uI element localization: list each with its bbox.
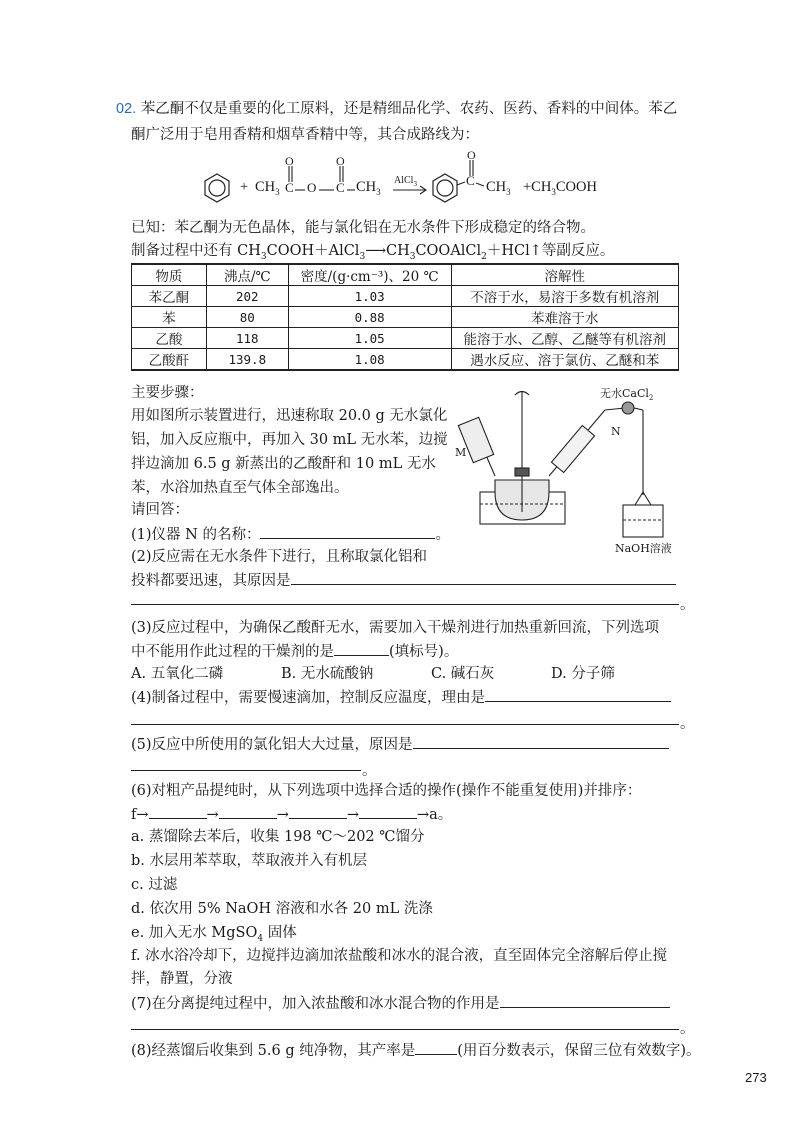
question-intro-line2: 酮广泛用于皂用香精和烟草香精中等，其合成路线为： <box>131 127 479 143</box>
table-cell: 1.03 <box>288 286 451 307</box>
catalyst-label: AlCl$_3$ <box>394 175 417 188</box>
table-cell: 遇水反应、溶于氯仿、乙醚和苯 <box>451 349 678 371</box>
table-header: 沸点/℃ <box>206 264 288 286</box>
byproduct-acetic-acid: $+CH_3COOH$ <box>523 179 597 197</box>
side-reaction-line: 制备过程中还有 $CH_3COOH+AlCl_3⟶CH_3COOAlCl_2+HCl↑$等副反应。 <box>131 243 615 262</box>
answer-line-q5[interactable] <box>131 770 361 771</box>
table-cell: 1.05 <box>288 328 451 349</box>
product-c-atom: C <box>466 173 475 188</box>
table-header: 密度/(g·cm⁻³)、20 ℃ <box>288 264 451 286</box>
table-cell: 乙酸 <box>132 328 207 349</box>
stopper <box>515 468 529 476</box>
c-atom-2: C <box>336 180 345 195</box>
label-m: M <box>455 446 467 459</box>
table-cell: 能溶于水、乙醇、乙醚等有机溶剂 <box>451 328 678 349</box>
ch3-group: $CH_3$ <box>255 179 280 197</box>
q8: (8)经蒸馏后收集到 5.6 g 纯净物，其产率是 (用百分数表示，保留三位有效数字)。 <box>131 1040 701 1061</box>
steps-line: 苯，水浴加热直至气体全部逸出。 <box>131 480 349 496</box>
q2-line1: (2)反应需在无水条件下进行，且称取氯化铝和 <box>131 549 428 565</box>
q4: (4)制备过程中，需要慢速滴加，控制反应温度，理由是 <box>131 687 671 708</box>
table-row <box>132 307 679 328</box>
apparatus-drawing <box>455 380 685 560</box>
answer-line-q7[interactable] <box>131 1029 679 1030</box>
steps-title: 主要步骤： <box>131 385 204 401</box>
option-c[interactable]: C. 碱石灰 <box>431 666 495 682</box>
q6-option-d: d. 依次用 5% NaOH 溶液和水各 20 mL 洗涤 <box>131 901 433 917</box>
period: 。 <box>680 716 695 732</box>
table-cell: 苯难溶于水 <box>451 307 678 328</box>
answer-blank-q6-2[interactable] <box>219 804 277 819</box>
q3-line1: (3)反应过程中，为确保乙酸酐无水，需要加入干燥剂进行加热重新回流，下列选项 <box>131 620 660 636</box>
steps-line: 拌边滴加 6.5 g 新蒸出的乙酸酐和 10 mL 无水 <box>131 456 436 472</box>
product-carbonyl-o: O <box>467 148 476 162</box>
table-cell: 80 <box>206 307 288 328</box>
steps-line: 用如图所示装置进行，迅速称取 20.0 g 无水氯化 <box>131 408 448 424</box>
carbonyl-o-2: O <box>336 154 345 168</box>
steps-line: 铝，加入反应瓶中，再加入 30 mL 无水苯，边搅 <box>131 432 448 448</box>
naoh-beaker <box>623 505 663 537</box>
table-cell: 1.08 <box>288 349 451 371</box>
table-cell: 118 <box>206 328 288 349</box>
table-cell: 139.8 <box>206 349 288 371</box>
carbonyl-o-1: O <box>285 154 294 168</box>
table-cell: 苯乙酮 <box>132 286 207 307</box>
q1: (1)仪器 N 的名称： 。 <box>131 524 450 545</box>
reflux-condenser <box>551 425 594 472</box>
answer-blank-q4[interactable] <box>485 687 671 702</box>
table-header: 物质 <box>132 264 207 286</box>
q6-option-e: e. 加入无水 MgSO$_4$ 固体 <box>131 925 297 944</box>
answer-blank-q2[interactable] <box>291 570 676 585</box>
answer-blank-q6-3[interactable] <box>289 804 347 819</box>
question-intro-line1: 02. 苯乙酮不仅是重要的化工原料，还是精细品化学、农药、医药、香料的中间体。苯乙 <box>116 101 678 117</box>
option-d[interactable]: D. 分子筛 <box>551 666 615 682</box>
table-cell: 0.88 <box>288 307 451 328</box>
table-row <box>132 349 679 371</box>
label-cacl2: 无水CaCl$_2$ <box>600 387 654 403</box>
table-cell: 乙酸酐 <box>132 349 207 371</box>
q6-option-f: f. 冰水浴冷却下，边搅拌边滴加浓盐酸和冰水的混合液，直至固体完全溶解后停止搅 <box>131 948 668 964</box>
benzene-ring-reactant <box>205 174 229 202</box>
label-n: N <box>611 425 621 438</box>
table-header-row <box>132 264 679 286</box>
table-cell: 不溶于水，易溶于多数有机溶剂 <box>451 286 678 307</box>
answer-blank-q6-1[interactable] <box>149 804 207 819</box>
apparatus-figure <box>455 380 685 560</box>
known-line: 已知：苯乙酮为无色晶体，能与氯化铝在无水条件下形成稳定的络合物。 <box>131 220 595 236</box>
bridging-o: O <box>307 180 317 195</box>
c-atom-1: C <box>285 180 294 195</box>
table-row <box>132 328 679 349</box>
q3-options <box>131 664 615 684</box>
anhydride-bonds <box>289 166 355 190</box>
ch3-group-2: $CH_3$ <box>356 179 381 197</box>
reaction-scheme <box>195 150 625 215</box>
q6-option-b: b. 水层用苯萃取，萃取液并入有机层 <box>131 853 367 869</box>
cacl2-drying-tube <box>622 402 634 414</box>
question-number: 02. <box>116 101 137 117</box>
plus-sign: + <box>240 179 249 195</box>
q6-line1: (6)对粗产品提纯时，从下列选项中选择合适的操作(操作不能重复使用)并排序： <box>131 783 642 799</box>
q6-option-f-cont: 拌，静置，分液 <box>131 971 233 987</box>
product-ch3: $CH_3$ <box>486 179 511 197</box>
q3-line2: 中不能用作此过程的干燥剂的是 (填标号)。 <box>131 641 458 662</box>
period: 。 <box>680 597 695 613</box>
page-number: 273 <box>745 1070 767 1085</box>
answer-line-q4[interactable] <box>131 724 679 725</box>
q6-option-a: a. 蒸馏除去苯后，收集 198 ℃～202 ℃馏分 <box>131 829 425 845</box>
period: 。 <box>362 763 377 779</box>
q2-line2: 投料都要迅速，其原因是 <box>131 570 676 591</box>
answer-blank-q1[interactable] <box>260 524 435 539</box>
answer-blank-q3[interactable] <box>334 641 389 656</box>
period: 。 <box>680 1021 695 1037</box>
answer-blank-q8[interactable] <box>415 1040 457 1055</box>
label-naoh: NaOH溶液 <box>615 542 672 555</box>
benzene-ring-product <box>433 174 457 202</box>
table-row <box>132 286 679 307</box>
answer-line-q2[interactable] <box>131 604 679 605</box>
table-cell: 苯 <box>132 307 207 328</box>
q6-option-c: c. 过滤 <box>131 877 178 893</box>
q5: (5)反应中所使用的氯化铝大大过量，原因是 <box>131 734 669 755</box>
q6-chain: f→ → → → →a。 <box>131 804 452 825</box>
answer-blank-q7[interactable] <box>500 993 670 1008</box>
table-cell: 202 <box>206 286 288 307</box>
option-a[interactable]: A. 五氧化二磷 <box>131 666 224 682</box>
table-header: 溶解性 <box>451 264 678 286</box>
q7: (7)在分离提纯过程中，加入浓盐酸和冰水混合物的作用是 <box>131 993 670 1014</box>
answer-blank-q5[interactable] <box>413 734 669 749</box>
answer-prompt: 请回答： <box>131 502 189 518</box>
properties-table <box>131 263 679 371</box>
answer-blank-q6-4[interactable] <box>359 804 417 819</box>
option-b[interactable]: B. 无水硫酸钠 <box>281 666 374 682</box>
